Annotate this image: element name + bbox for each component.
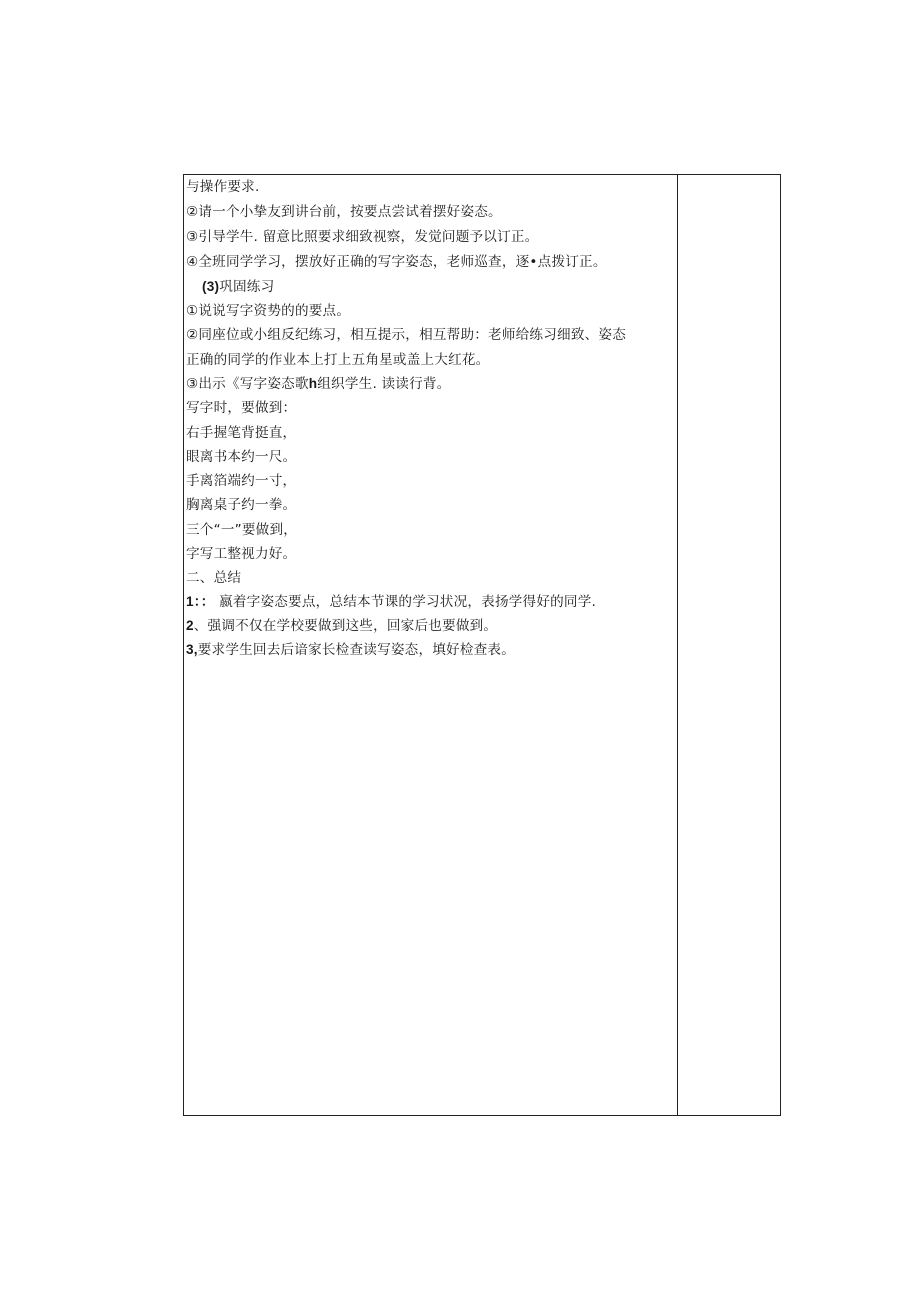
item-number: 2 — [186, 618, 194, 633]
text-line: 胸离桌子约一拳。 — [186, 497, 297, 513]
text-fragment: ③出示《写字姿态歌 — [186, 376, 309, 392]
section-heading: 二、总结 — [186, 570, 242, 586]
text-fragment: 、强调不仅在学校要做到这些，回家后也要做到。 — [193, 618, 498, 634]
section-title: 巩固练习 — [219, 279, 275, 295]
text-line — [186, 376, 450, 392]
text-fragment: 嬴着字姿态要点，总结本节课的学习状况，表扬学得好的同学. — [219, 594, 597, 610]
content-cell — [184, 175, 678, 1115]
text-fragment: 要求学生回去后谙家长检查读写姿态，填好检查表。 — [197, 642, 516, 658]
text-line — [186, 618, 497, 634]
text-line: ②同座位或小组反纪练习，相互提示，相互帮助：老师给练习细致、姿态 — [186, 327, 626, 343]
text-line: 字写工整视力好。 — [186, 546, 297, 562]
text-line: 三个“一”要做到， — [186, 522, 298, 538]
text-line: 写字时，要做到： — [186, 400, 297, 416]
text-line: 手离箔端约一寸， — [186, 473, 297, 489]
notes-cell — [678, 175, 780, 1115]
text-line: 与操作要求. — [186, 179, 260, 195]
text-line: ④全班同学学习，摆放好正确的写字姿态，老师巡查，逐•点拨订正。 — [186, 254, 607, 270]
text-line: ②请一个小挚友到讲台前，按要点尝试着摆好姿态。 — [186, 204, 502, 220]
section-heading — [202, 279, 274, 295]
section-number: (3) — [202, 279, 220, 294]
text-line: 眼离书本约一尺。 — [186, 449, 297, 465]
item-number: 1：： — [186, 594, 215, 609]
item-number: 3, — [186, 642, 198, 657]
text-fragment: 组织学生. 读读行背。 — [317, 376, 451, 392]
text-line: ③引导学牛. 留意比照要求细致视察，发觉问题予以订正。 — [186, 229, 539, 245]
lesson-table — [183, 174, 781, 1116]
text-line: ①说说写字资势的的要点。 — [186, 303, 351, 319]
text-line: 右手握笔背挺直， — [186, 425, 297, 441]
text-line — [186, 642, 515, 658]
text-line — [186, 594, 596, 610]
text-fragment-bold: h — [308, 376, 318, 391]
text-line: 正确的同学的作业本上打上五角星或盖上大红花。 — [186, 352, 490, 368]
